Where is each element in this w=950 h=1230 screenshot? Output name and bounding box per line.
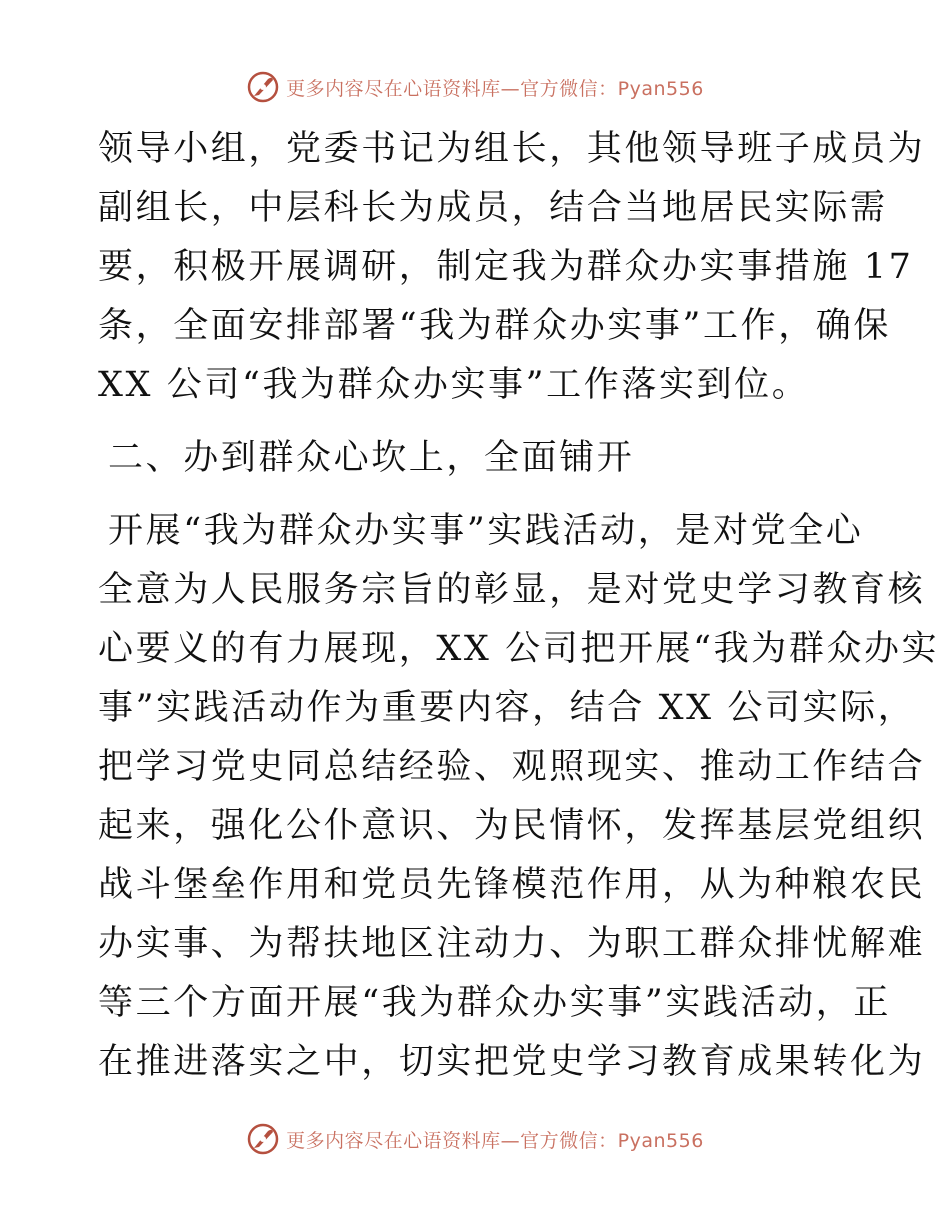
paragraph-line: 开展“我为群众办实事”实践活动，是对党全心 bbox=[108, 511, 864, 551]
paragraph-line: 办实事、为帮扶地区注动力、为职工群众排忧解难 bbox=[98, 924, 926, 964]
paragraph-line: XX 公司“我为群众办实事”工作落实到位。 bbox=[98, 365, 810, 405]
paragraph-2 bbox=[98, 502, 940, 1092]
paragraph-line: 领导小组，党委书记为组长，其他领导班子成员为 bbox=[98, 129, 926, 169]
document-body bbox=[98, 120, 940, 1092]
paragraph-1 bbox=[98, 120, 926, 415]
header-banner bbox=[0, 70, 950, 104]
paragraph-line: 等三个方面开展“我为群众办实事”实践活动，正 bbox=[98, 983, 891, 1023]
paragraph-line: 起来，强化公仆意识、为民情怀，发挥基层党组织 bbox=[98, 806, 926, 846]
quill-pen-circle-logo-icon bbox=[246, 1122, 280, 1156]
paragraph-line: 事”实践活动作为重要内容，结合 XX 公司实际， bbox=[98, 688, 916, 728]
paragraph-line: 条，全面安排部署“我为群众办实事”工作，确保 bbox=[98, 306, 891, 346]
footer-banner-text: 更多内容尽在心语资料库—官方微信：Pyan556 bbox=[286, 1129, 704, 1152]
paragraph-line: 全意为人民服务宗旨的彰显，是对党史学习教育核 bbox=[98, 570, 926, 610]
paragraph-line: 战斗堡垒作用和党员先锋模范作用，从为种粮农民 bbox=[98, 865, 926, 905]
paragraph-line: 心要义的有力展现，XX 公司把开展“我为群众办实 bbox=[98, 629, 940, 669]
section-heading: 二、办到群众心坎上，全面铺开 bbox=[108, 438, 635, 478]
paragraph-line: 要，积极开展调研，制定我为群众办实事措施 17 bbox=[98, 247, 914, 287]
paragraph-line: 副组长，中层科长为成员，结合当地居民实际需 bbox=[98, 188, 888, 228]
header-banner-text: 更多内容尽在心语资料库—官方微信：Pyan556 bbox=[286, 77, 704, 100]
footer-banner bbox=[0, 1122, 950, 1156]
paragraph-line: 把学习党史同总结经验、观照现实、推动工作结合 bbox=[98, 747, 926, 787]
quill-pen-circle-logo-icon bbox=[246, 70, 280, 104]
paragraph-line: 在推进落实之中，切实把党史学习教育成果转化为 bbox=[98, 1042, 926, 1082]
